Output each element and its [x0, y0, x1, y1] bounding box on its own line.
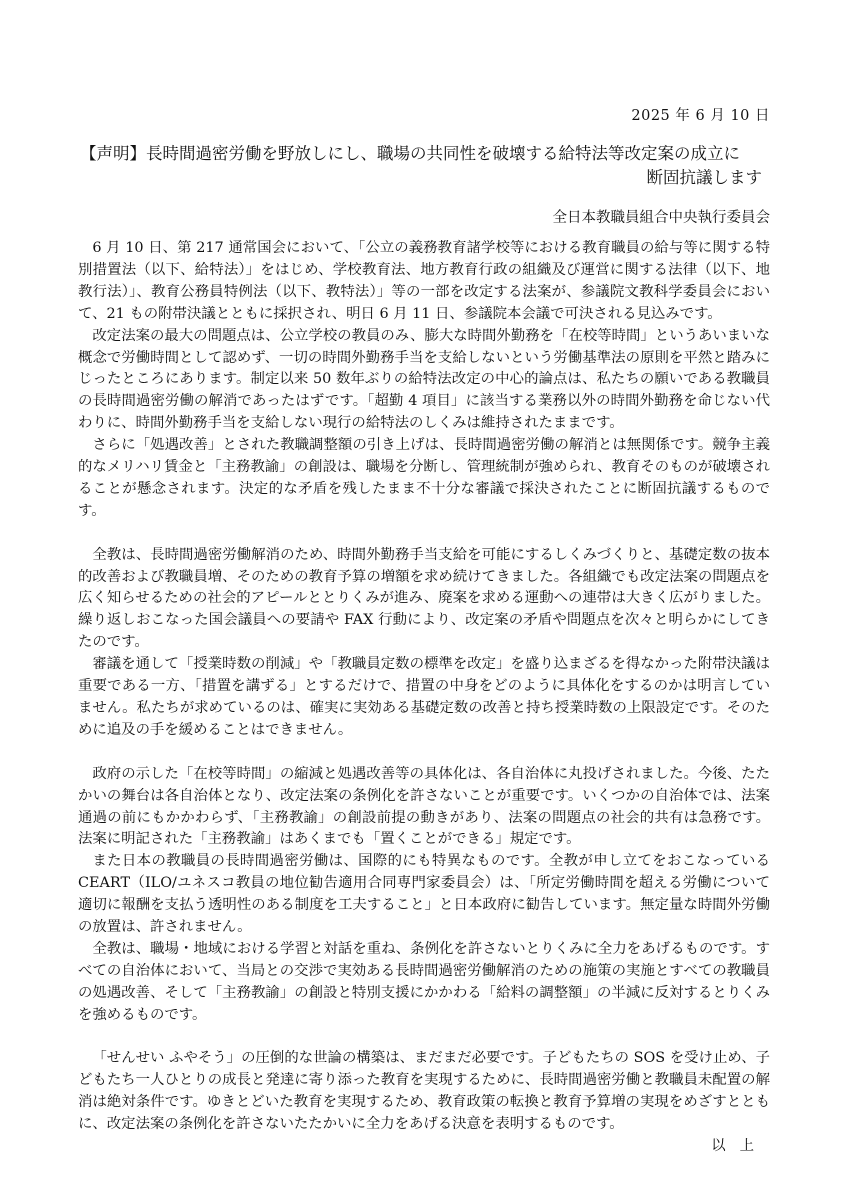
paragraph: 政府の示した「在校等時間」の縮減と処遇改善等の具体化は、各自治体に丸投げされました。今後、たたかいの舞台は各自治体となり、改定法案の条例化を許さないことが重要です。いくつかの自治体では、法案通過の前にもかかわらず、「主務教諭」の創設前提の動きがあり、法案の問題点の社会的共有は急務です。法案に明記された「主務教諭」はあくまでも「置くことができる」規定です。: [78, 765, 770, 848]
statement-title: [80, 142, 770, 190]
paragraph: 「せんせい ふやそう」の圧倒的な世論の構築は、まだまだ必要です。子どもたちの SOS を受け止め、子どもたち一人ひとりの成長と発達に寄り添った教育を実現するために、長時間過密労働と教職員未配置の解消は絶対条件です。ゆきとどいた教育を実現するため、教育政策の転換と教育予算増の実現をめざすとともに、改定法案の条例化を許さないたたかいに全力をあげる決意を表明するものです。: [78, 1050, 770, 1133]
statement-body: [78, 238, 770, 1158]
closing-mark: 以上: [711, 1138, 768, 1155]
paragraph: 審議を通して「授業時数の削減」や「教職員定数の標準を改定」を盛り込まざるを得なかった附帯決議は重要である一方、「措置を講ずる」とするだけで、措置の中身をどのように具体化をするのかは明言していません。私たちが求めているのは、確実に実効ある基礎定数の改善と持ち授業時数の上限設定です。そのために追及の手を緩めることはできません。: [78, 656, 771, 738]
paragraph: 改定法案の最大の問題点は、公立学校の教員のみ、膨大な時間外勤務を「在校等時間」というあいまいな概念で労働時間として認めず、一切の時間外勤務手当を支給しないという労働基準法の原則を平然と踏みにじったところにあります。制定以来 50 数年ぶりの給特法改定の中心的論点は、私たちの願いである教職員の長時間過密労働の解消であったはずです。「超勤 4 項目」に該当する業務以外の時間外勤務を命じない代わりに、時間外勤務手当を支給しない現行の給特法のしくみは維持されたままです。: [78, 327, 770, 432]
title-line-2: 断固抗議します: [646, 168, 762, 187]
issuing-organization: 全日本教職員組合中央執行委員会: [552, 210, 770, 226]
paragraph: さらに「処遇改善」とされた教職調整額の引き上げは、長時間過密労働の解消とは無関係です。競争主義的なメリハリ賃金と「主務教諭」の創設は、職場を分断し、管理統制が強められ、教育そのものが破壊されることが懸念されます。決定的な矛盾を残したまま不十分な審議で採決されたことに断固抗議するものです。: [78, 437, 770, 519]
document-date: 2025 年 6 月 10 日: [631, 108, 770, 124]
paragraph: 6 月 10 日、第 217 通常国会において、「公立の義務教育諸学校等における教育職員の給与等に関する特別措置法（以下、給特法）」をはじめ、学校教育法、地方教育行政の組織及び運営に関する法律（以下、地教行法）」、教育公務員特例法（以下、教特法）」等の一部を改定する法案が、参議院文教科学委員会において、21 もの附帯決議とともに採択され、明日 6 月 11 日、参議院本会議で可決される見込みです。: [78, 240, 770, 322]
title-line-1: 【声明】長時間過密労働を野放しにし、職場の共同性を破壊する給特法等改定案の成立に: [80, 144, 740, 163]
paragraph: また日本の教職員の長時間過密労働は、国際的にも特異なものです。全教が申し立てをおこなっている CEART（ILO/ユネスコ教員の地位勧告適用合同専門家委員会）は、「所定労働時間を超える労働について適切に報酬を支払う透明性のある制度を工夫すること」と日本政府に勧告しています。無定量な時間外労働の放置は、許されません。: [78, 853, 770, 936]
paragraph: 全教は、職場・地域における学習と対話を重ね、条例化を許さないとりくみに全力をあげるものです。すべての自治体において、当局との交渉で実効ある長時間過密労働解消のための施策の実施とすべての教職員の処遇改善、そして「主務教諭」の創設と特別支援にかかわる「給料の調整額」の半減に反対するとりくみを強めるものです。: [78, 940, 770, 1023]
paragraph: 全教は、長時間過密労働解消のため、時間外勤務手当支給を可能にするしくみづくりと、基礎定数の抜本的改善および教職員増、そのための教育予算の増額を求め続けてきました。各組織でも改定法案の問題点を広く知らせるための社会的アピールととりくみが進み、廃案を求める運動への連帯は大きく広がりました。繰り返しおこなった国会議員への要請や FAX 行動により、改定案の矛盾や問題点を次々と明らかにしてきたのです。: [78, 546, 770, 651]
